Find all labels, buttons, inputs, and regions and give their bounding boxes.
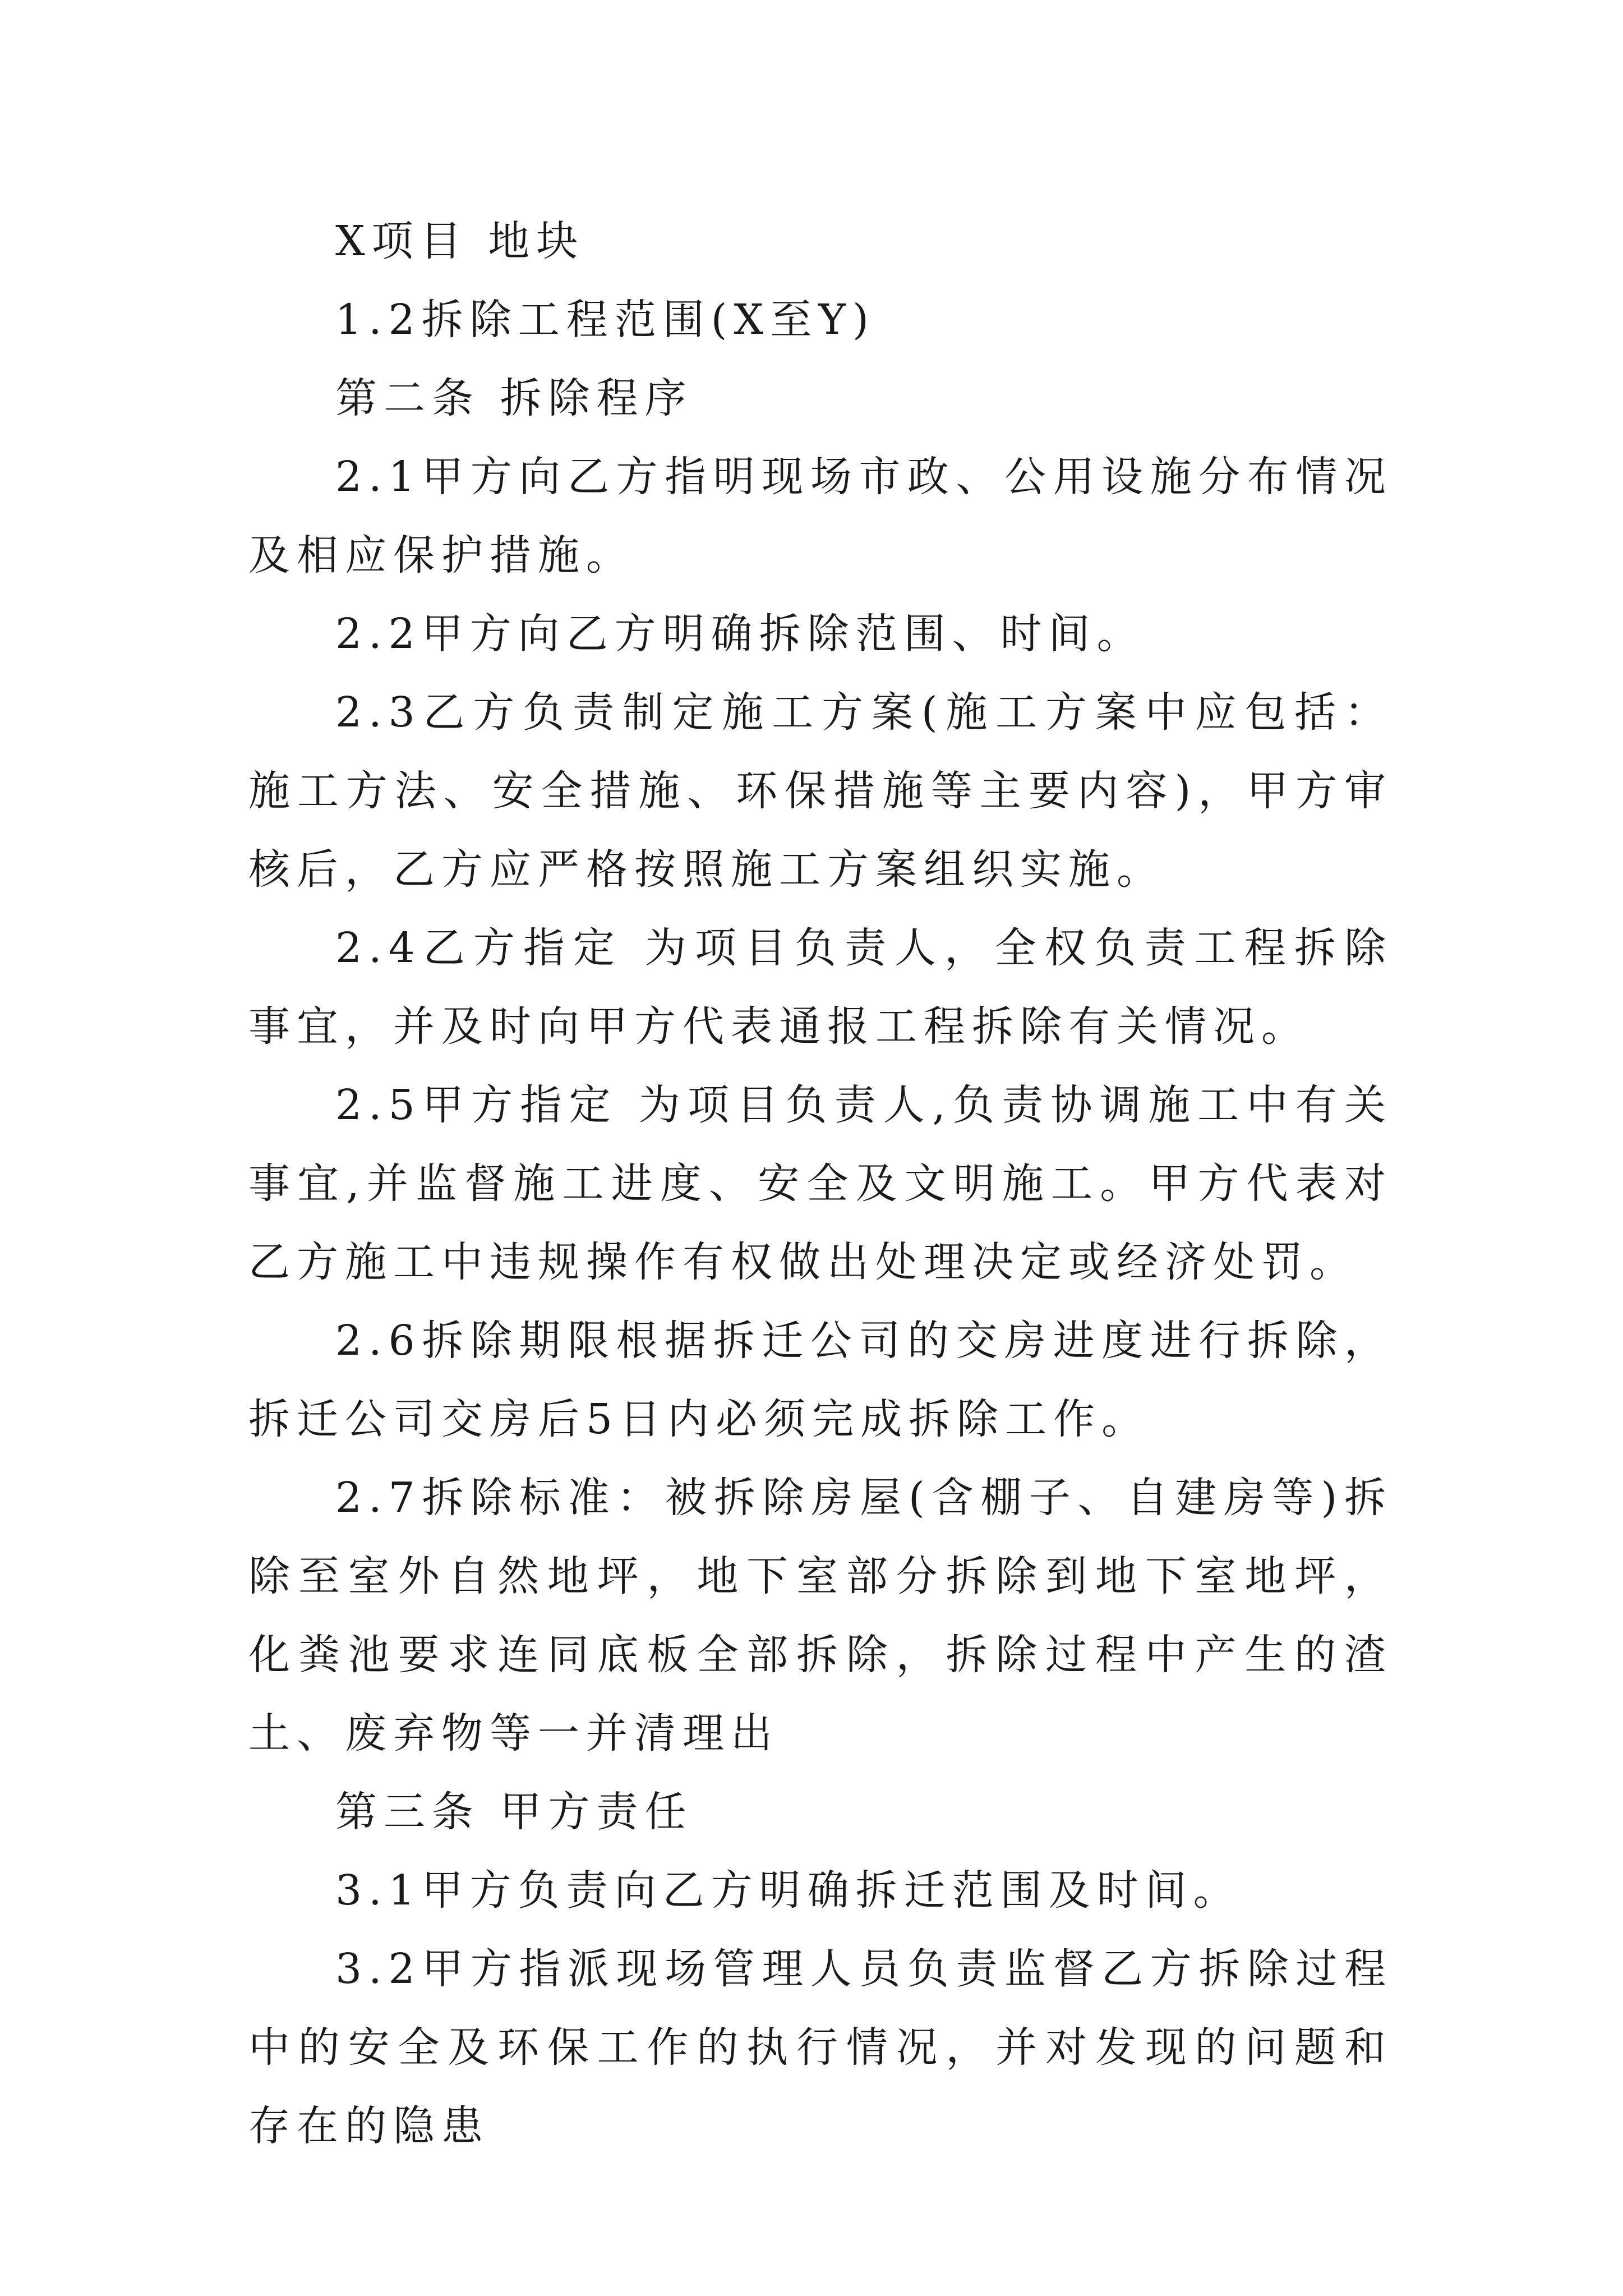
document-body — [248, 202, 1393, 2165]
paragraph-3-1: 3.1甲方负责向乙方明确拆迁范围及时间。 — [335, 1866, 1242, 1915]
paragraph-2-1: 2.1甲方向乙方指明现场市政、公用设施分布情况及相应保护措施。 — [248, 453, 1393, 579]
paragraph-project-plot: X项目 地块 — [335, 217, 585, 265]
paragraph-2-7: 2.7拆除标准：被拆除房屋(含棚子、自建房等)拆除至室外自然地坪，地下室部分拆除到地下室地坪，化粪池要求连同底板全部拆除，拆除过程中产生的渣土、废弃物等一并清理出 — [248, 1474, 1393, 1757]
heading-article-3: 第三条 甲方责任 — [335, 1788, 693, 1836]
paragraph-1-2-scope: 1.2拆除工程范围(X至Y) — [335, 296, 875, 344]
paragraph-2-2: 2.2甲方向乙方明确拆除范围、时间。 — [335, 610, 1145, 658]
paragraph-2-4: 2.4乙方指定 为项目负责人，全权负责工程拆除事宜，并及时向甲方代表通报工程拆除有关情况。 — [248, 924, 1393, 1051]
paragraph-3-2: 3.2甲方指派现场管理人员负责监督乙方拆除过程中的安全及环保工作的执行情况，并对发现的问题和存在的隐患 — [248, 1945, 1393, 2150]
paragraph-2-5: 2.5甲方指定 为项目负责人,负责协调施工中有关事宜,并监督施工进度、安全及文明施工。甲方代表对乙方施工中违规操作有权做出处理决定或经济处罚。 — [248, 1081, 1393, 1286]
heading-article-2: 第二条 拆除程序 — [335, 374, 693, 422]
paragraph-2-6: 2.6拆除期限根据拆迁公司的交房进度进行拆除，拆迁公司交房后5日内必须完成拆除工作。 — [248, 1317, 1393, 1443]
paragraph-2-3: 2.3乙方负责制定施工方案(施工方案中应包括：施工方法、安全措施、环保措施等主要内容)，甲方审核后，乙方应严格按照施工方案组织实施。 — [248, 688, 1393, 894]
